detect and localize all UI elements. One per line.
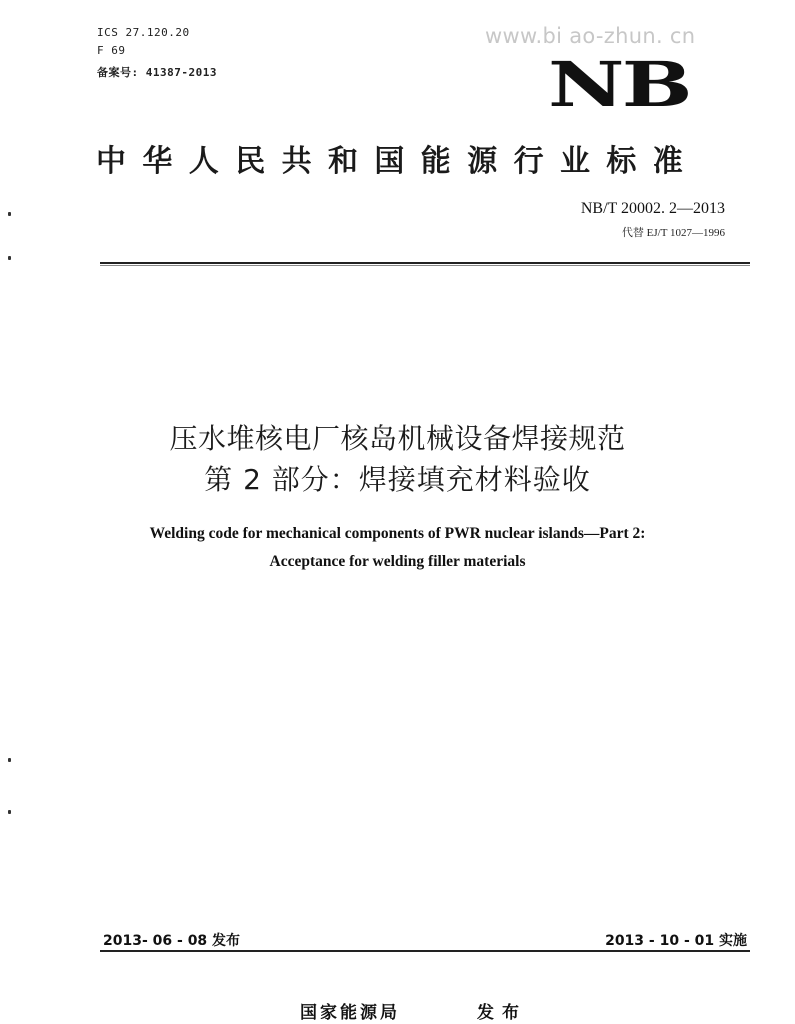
scan-binding-mark xyxy=(8,810,11,814)
english-title-line-2: Acceptance for welding filler materials xyxy=(269,553,526,570)
standard-number: NB/T 20002. 2—2013 xyxy=(580,200,725,217)
top-divider xyxy=(100,262,750,264)
scan-binding-mark xyxy=(8,758,11,762)
ics-code: ICS 27.120.20 xyxy=(97,26,190,39)
ccs-code: F 69 xyxy=(97,44,126,57)
nb-logo: NB xyxy=(548,48,690,121)
issue-date: 2013- 06 - 08 发布 xyxy=(103,933,241,949)
bottom-divider xyxy=(100,950,750,952)
chinese-title-line-1: 压水堆核电厂核岛机械设备焊接规范 xyxy=(169,422,626,455)
watermark-url: www.bi ao-zhun. cn xyxy=(485,24,696,48)
issuing-authority: 国家能源局 xyxy=(300,1003,400,1023)
scan-binding-mark xyxy=(8,256,11,260)
english-title-line-1: Welding code for mechanical components of PWR nuclear islands—Part 2: xyxy=(149,525,646,542)
filing-number: 备案号: 41387-2013 xyxy=(97,66,217,79)
chinese-title-line-2: 第 2 部分：焊接填充材料验收 xyxy=(204,463,591,496)
replaces-standard: 代替 EJ/T 1027—1996 xyxy=(621,227,725,239)
publish-label: 发布 xyxy=(477,1003,527,1023)
top-divider-thin xyxy=(100,265,750,266)
scan-binding-mark xyxy=(8,212,11,216)
standard-category-title: 中华人民共和国能源行业标准 xyxy=(96,144,700,179)
implementation-date: 2013 - 10 - 01 实施 xyxy=(605,933,747,949)
